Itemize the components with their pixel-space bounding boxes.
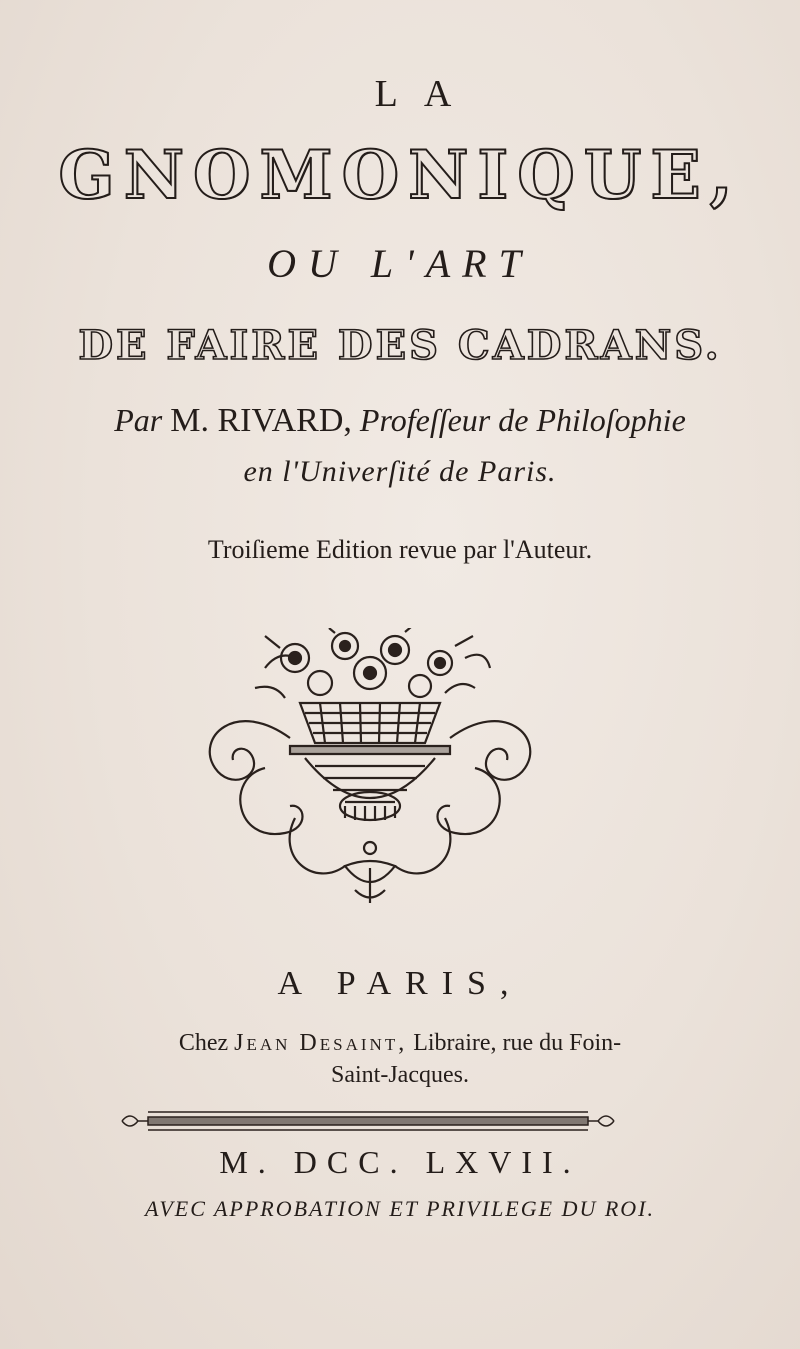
- ornamental-rule-icon: [118, 1106, 618, 1136]
- main-title: GNOMONIQUE,: [58, 136, 742, 214]
- imprint-address-line2: Saint-Jacques.: [331, 1062, 469, 1088]
- author-prefix: Par: [114, 402, 163, 438]
- author-line: [0, 402, 800, 440]
- imprint-chez: Chez: [178, 1030, 229, 1056]
- imprint-city: A PARIS,: [277, 965, 523, 1002]
- edition-statement: Troiſieme Edition revue par l'Auteur.: [207, 535, 593, 564]
- author-profession: Profeſſeur de Philoſophie: [359, 402, 686, 438]
- imprint-printer: Jean Desaint,: [234, 1030, 408, 1056]
- author-university: en l'Univerſité de Paris.: [243, 455, 557, 488]
- title-article: LA: [374, 73, 478, 115]
- flower-basket-vignette-icon: [195, 628, 550, 908]
- royal-privilege: AVEC APPROBATION ET PRIVILEGE DU ROI.: [145, 1196, 655, 1221]
- imprint-printer-line: [0, 1030, 800, 1057]
- subtitle-cadrans: DE FAIRE DES CADRANS.: [78, 322, 722, 369]
- imprint-address: Libraire, rue du Foin-: [413, 1030, 622, 1056]
- subtitle-ou-l-art: OU L'ART: [267, 241, 533, 286]
- author-name: M. RIVARD,: [170, 402, 352, 439]
- publication-date: M. DCC. LXVII.: [219, 1144, 581, 1180]
